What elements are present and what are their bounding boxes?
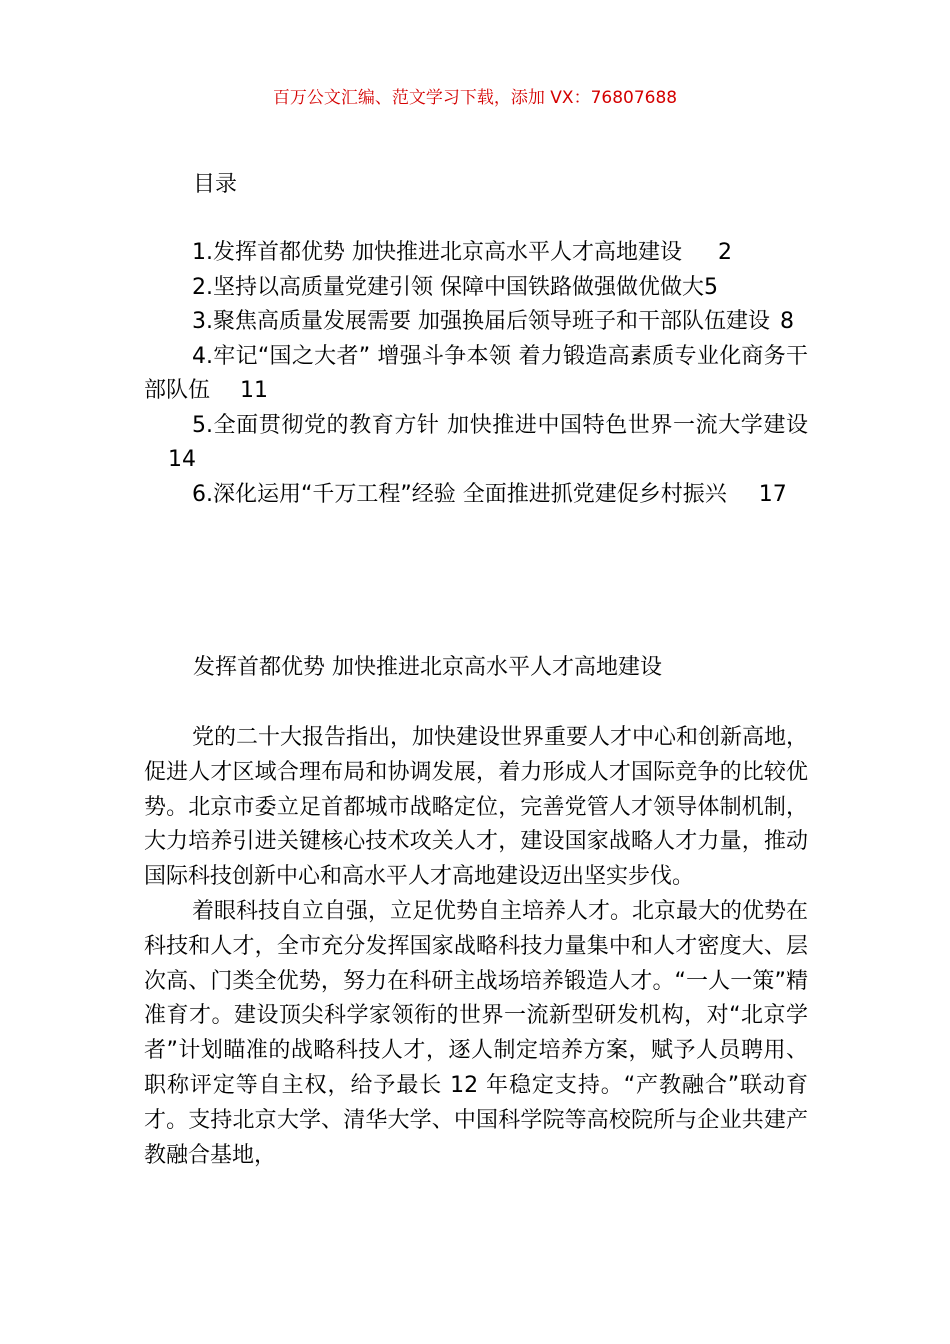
toc-entry-label: 3.聚焦高质量发展需要 加强换届后领导班子和干部队伍建设 <box>192 309 770 334</box>
toc-entry-label: 4.牢记“国之大者” 增强斗争本领 着力锻造高素质专业化商务干部队伍 <box>144 343 808 403</box>
article-body <box>144 721 808 1173</box>
toc-entry-page: 8 <box>780 309 794 334</box>
table-of-contents <box>144 236 808 512</box>
toc-entry[interactable] <box>144 340 808 409</box>
article-title: 发挥首都优势 加快推进北京高水平人才高地建设 <box>193 655 662 680</box>
toc-entry[interactable] <box>144 305 808 340</box>
article-paragraph: 着眼科技自立自强，立足优势自主培养人才。北京最大的优势在科技和人才，全市充分发挥国家战略科技力量集中和人才密度大、层次高、门类全优势，努力在科研主战场培养锻造人才。“一人一策”精准育才。建设顶尖科学家领衔的世界一流新型研发机构，对“北京学者”计划瞄准的战略科技人才，逐人制定培养方案，赋予人员聘用、职称评定等自主权，给予最长 12 年稳定支持。“产教融合”联动育才。支持北京大学、清华大学、中国科学院等高校院所与企业共建产教融合基地， <box>144 898 809 1168</box>
toc-entry-page: 11 <box>240 378 269 403</box>
header-text: 百万公文汇编、范文学习下载，添加 VX：76807688 <box>272 88 678 108</box>
toc-entry[interactable] <box>144 236 808 271</box>
toc-title: 目录 <box>193 172 238 197</box>
toc-entry-page: 2 <box>718 240 732 265</box>
toc-entry[interactable] <box>144 478 808 513</box>
article-paragraph: 党的二十大报告指出，加快建设世界重要人才中心和创新高地，促进人才区域合理布局和协调发展，着力形成人才国际竞争的比较优势。北京市委立足首都城市战略定位，完善党管人才领导体制机制，大力培养引进关键核心技术攻关人才，建设国家战略人才力量，推动国际科技创新中心和高水平人才高地建设迈出坚实步伐。 <box>144 725 809 890</box>
toc-entry-label: 6.深化运用“千万工程”经验 全面推进抓党建促乡村振兴 <box>192 481 727 507</box>
toc-entry-label: 1.发挥首都优势 加快推进北京高水平人才高地建设 <box>192 240 682 265</box>
toc-entry[interactable] <box>144 271 808 306</box>
toc-entry-label: 5.全面贯彻党的教育方针 加快推进中国特色世界一流大学建设 <box>192 412 808 438</box>
toc-entry-page: 14 <box>168 447 196 472</box>
toc-entry[interactable] <box>144 409 808 478</box>
watermark-header <box>0 86 950 110</box>
toc-entry-label: 2.坚持以高质量党建引领 保障中国铁路做强做优做大 <box>192 274 704 300</box>
toc-entry-page: 5 <box>704 274 718 300</box>
toc-entry-page: 17 <box>758 481 787 507</box>
